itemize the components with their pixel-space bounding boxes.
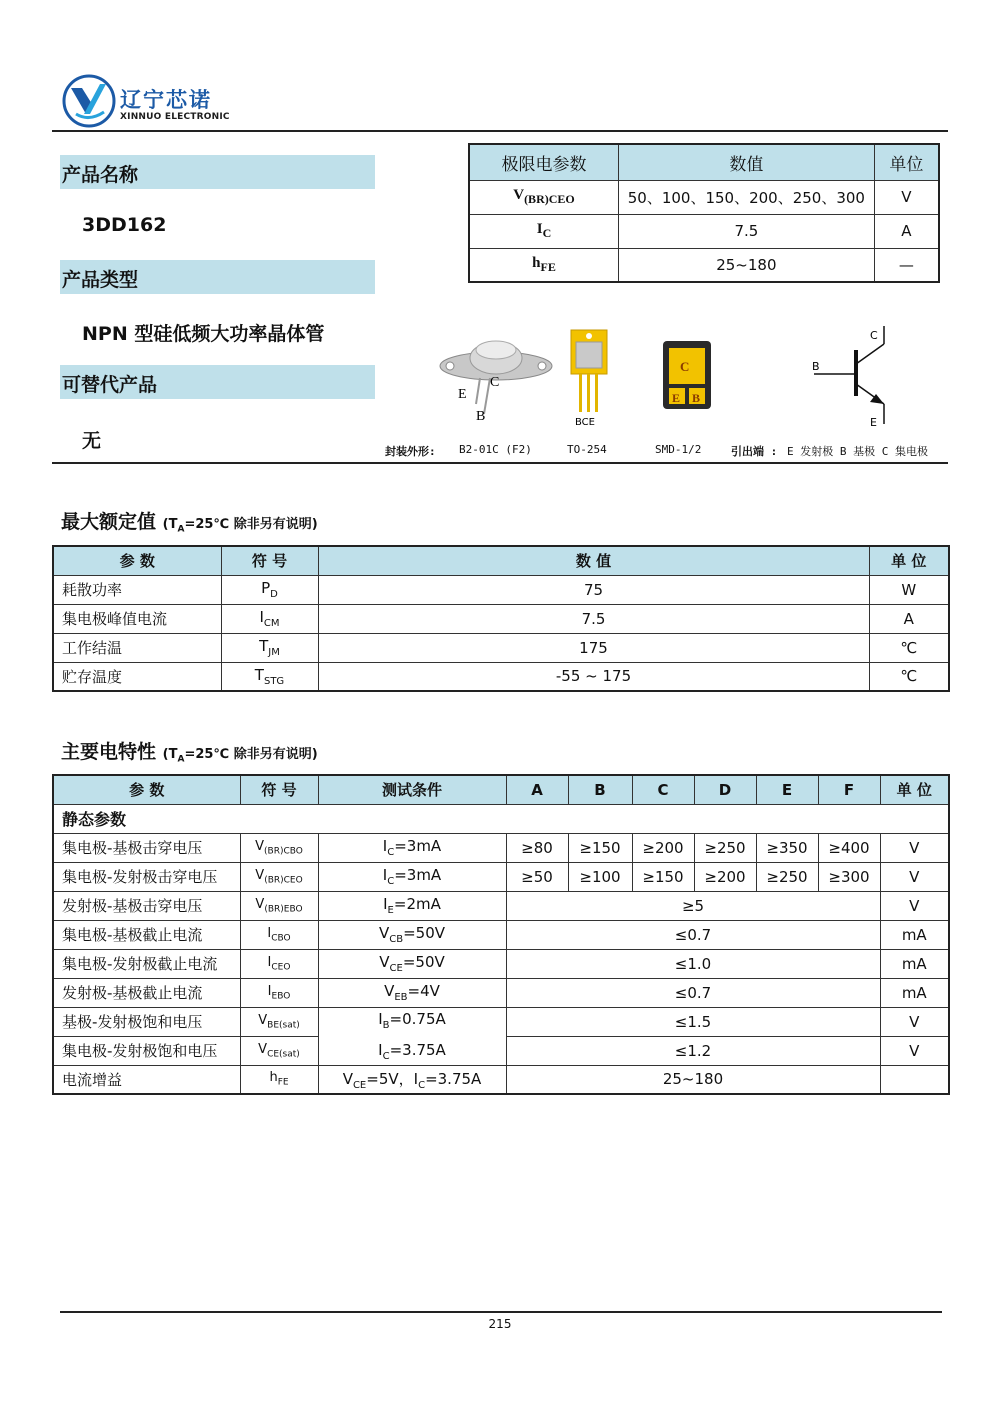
char-header-grade-a: A [506,775,568,804]
rating-value: 75 [318,575,869,604]
char-header-grade-b: B [568,775,632,804]
char-grade-value: ≥80 [506,833,568,862]
char-unit: V [880,862,949,891]
header-rule [52,130,948,132]
logo-mark-icon [62,74,116,128]
limit-value: 25~180 [618,248,874,282]
char-unit: mA [880,949,949,978]
transistor-symbol-icon [808,322,898,432]
limit-table-header [469,144,939,180]
rating-value: -55 ~ 175 [318,662,869,691]
rating-symbol: $I_{CM}$ [221,604,318,633]
char-value: 25~180 [506,1065,880,1094]
char-condition: $V_{CE}=50V$ [318,949,506,978]
char-value: ≤1.2 [506,1036,880,1065]
char-name: 集电极-发射极饱和电压 [53,1036,240,1065]
char-value: ≤0.7 [506,978,880,1007]
product-name-label: 产品名称 [60,155,375,189]
pins-label: 引出端 : [731,445,778,458]
limit-unit: — [874,248,939,282]
char-symbol: $V_{CE(sat)}$ [240,1036,318,1065]
pkg3-pin-c: C [680,359,690,374]
char-condition: $V_{CE}=5V$，$I_C=3.75A$ [318,1065,506,1094]
char-grade-value: ≥200 [694,862,756,891]
package-label-prefix: 封装外形: [385,445,436,458]
char-name: 集电极-发射极截止电流 [53,949,240,978]
rating-unit: ℃ [869,633,949,662]
pkg1-pin-c: C [490,375,500,390]
char-condition: $I_C=3mA$ [318,833,506,862]
char-unit: V [880,833,949,862]
rating-symbol: $T_{JM}$ [221,633,318,662]
ratings-header-value: 数 值 [318,546,869,575]
char-unit: mA [880,978,949,1007]
char-unit: mA [880,920,949,949]
page-number: 215 [488,1317,512,1331]
package-name-1: B2-01C (F2) [459,443,532,456]
pkg1-pin-e: E [458,387,467,402]
char-symbol: $I_{EBO}$ [240,978,318,1007]
rating-value: 175 [318,633,869,662]
char-unit: V [880,891,949,920]
electrical-characteristics-table [52,774,950,1095]
char-unit: V [880,1036,949,1065]
limit-unit: A [874,214,939,248]
char-symbol: $I_{CBO}$ [240,920,318,949]
char-symbol: $h_{FE}$ [240,1065,318,1094]
char-name: 集电极-发射极击穿电压 [53,862,240,891]
char-condition-saturation: $I_B=0.75A$ $I_C=3.75A$ [318,1007,506,1065]
ratings-header-unit: 单 位 [869,546,949,575]
limit-value: 7.5 [618,214,874,248]
table-row [53,575,949,604]
group-row [53,804,949,833]
rating-symbol: $T_{STG}$ [221,662,318,691]
limit-row [469,248,939,282]
alt-product-value: 无 [82,430,102,452]
characteristics-section-title: 主要电特性 ($T_A=25℃$ 除非另有说明) [61,741,318,765]
table-row [53,891,949,920]
limit-header-param: 极限电参数 [469,144,618,180]
package-name-3: SMD-1/2 [655,443,702,456]
char-grade-value: ≥200 [632,833,694,862]
rating-name: 耗散功率 [53,575,221,604]
char-grade-value: ≥150 [568,833,632,862]
rating-name: 工作结温 [53,633,221,662]
char-name: 基极-发射极饱和电压 [53,1007,240,1036]
product-name-value: 3DD162 [82,214,167,236]
char-header-unit: 单 位 [880,775,949,804]
alt-product-label: 可替代产品 [60,365,375,399]
table-row [53,633,949,662]
product-type-value: NPN 型硅低频大功率晶体管 [82,323,325,345]
limit-header-unit: 单位 [874,144,939,180]
char-grade-value: ≥350 [756,833,818,862]
char-header-grade-f: F [818,775,880,804]
char-value: ≥5 [506,891,880,920]
rating-unit: ℃ [869,662,949,691]
max-ratings-table [52,545,950,692]
pkg2-pins-label: BCE [575,417,595,428]
char-grade-value: ≥300 [818,862,880,891]
company-logo [62,74,262,130]
info-bottom-rule [52,462,948,464]
char-unit: V [880,1007,949,1036]
rating-symbol: $P_D$ [221,575,318,604]
char-header-grade-d: D [694,775,756,804]
char-symbol: $V_{(BR)CBO}$ [240,833,318,862]
ratings-header-symbol: 符 号 [221,546,318,575]
rating-name: 贮存温度 [53,662,221,691]
char-header-symbol: 符 号 [240,775,318,804]
char-grade-value: ≥100 [568,862,632,891]
rating-name: 集电极峰值电流 [53,604,221,633]
product-type-label: 产品类型 [60,260,375,294]
table-row [53,662,949,691]
char-condition: $V_{EB}=4V$ [318,978,506,1007]
char-name: 集电极-基极击穿电压 [53,833,240,862]
table-row [53,1007,949,1036]
limit-header-value: 数值 [618,144,874,180]
symbol-pin-e: E [870,416,877,429]
symbol-pin-b: B [812,360,820,373]
package-b2-01c-image [438,336,556,426]
pkg3-pin-b: B [692,391,701,405]
rating-unit: W [869,575,949,604]
limit-symbol: $I_C$ [469,214,618,248]
char-name: 发射极-基极击穿电压 [53,891,240,920]
char-name: 电流增益 [53,1065,240,1094]
rating-unit: A [869,604,949,633]
char-value: ≤0.7 [506,920,880,949]
logo-chinese-text: 辽宁芯诺 [120,88,212,112]
char-grade-value: ≥50 [506,862,568,891]
table-row [53,978,949,1007]
limit-parameters-table [468,143,940,283]
table-row [53,949,949,978]
char-header-param: 参 数 [53,775,240,804]
ratings-header-param: 参 数 [53,546,221,575]
limit-unit: V [874,180,939,214]
char-unit [880,1065,949,1094]
pkg3-pin-e: E [672,391,681,405]
table-row [53,604,949,633]
static-params-group-label: 静态参数 [53,804,949,833]
pkg1-pin-b: B [476,409,486,424]
limit-symbol: $h_{FE}$ [469,248,618,282]
char-header-grade-c: C [632,775,694,804]
package-caption [385,443,945,459]
ratings-section-title: 最大额定值 ($T_A=25℃$ 除非另有说明) [61,511,318,535]
limit-value: 50、100、150、200、250、300 [618,180,874,214]
char-grade-value: ≥250 [694,833,756,862]
characteristics-header [53,775,949,804]
limit-row [469,214,939,248]
char-header-grade-e: E [756,775,818,804]
char-value: ≤1.5 [506,1007,880,1036]
logo-english-text: XINNUO ELECTRONIC [120,112,230,122]
table-row [53,1065,949,1094]
char-symbol: $V_{BE(sat)}$ [240,1007,318,1036]
char-name: 集电极-基极截止电流 [53,920,240,949]
char-symbol: $V_{(BR)EBO}$ [240,891,318,920]
package-name-2: TO-254 [567,443,607,456]
limit-row [469,180,939,214]
char-header-condition: 测试条件 [318,775,506,804]
char-condition: $I_C=3mA$ [318,862,506,891]
table-row [53,920,949,949]
char-symbol: $I_{CEO}$ [240,949,318,978]
ratings-header [53,546,949,575]
char-condition: $I_E=2mA$ [318,891,506,920]
char-value: ≤1.0 [506,949,880,978]
char-name: 发射极-基极截止电流 [53,978,240,1007]
char-grade-value: ≥250 [756,862,818,891]
char-symbol: $V_{(BR)CEO}$ [240,862,318,891]
char-grade-value: ≥400 [818,833,880,862]
pins-description: E 发射极 B 基极 C 集电极 [787,445,928,458]
rating-value: 7.5 [318,604,869,633]
table-row [53,833,949,862]
limit-symbol: $V_{(BR)CEO}$ [469,180,618,214]
footer-rule [60,1311,942,1313]
symbol-pin-c: C [870,329,878,342]
table-row [53,862,949,891]
package-smd-image [662,340,712,410]
char-grade-value: ≥150 [632,862,694,891]
package-to-254-image [565,328,613,428]
char-condition: $V_{CB}=50V$ [318,920,506,949]
